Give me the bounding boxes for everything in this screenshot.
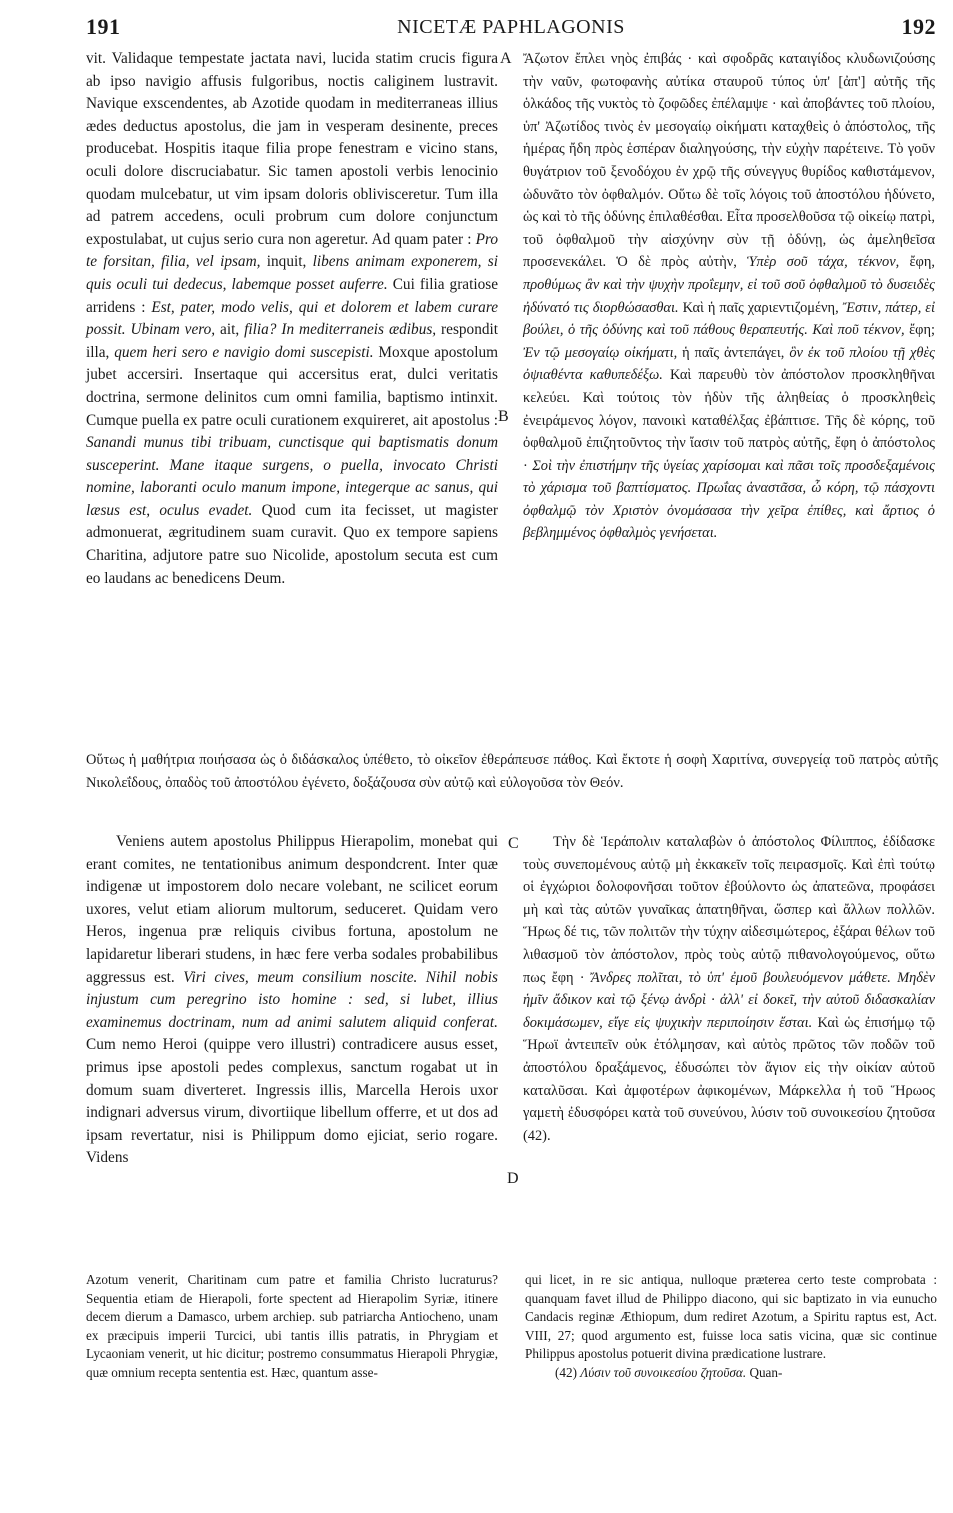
greek-paragraph	[523, 831, 935, 1147]
greek-text: ἔφη,	[899, 254, 935, 271]
margin-letter-b: B	[498, 408, 509, 425]
greek-full-width-continuation	[86, 749, 938, 794]
footnote-text: qui licet, in re sic antiqua, nulloque præterea certo teste comprobata : quanquam favet illud de Philippo diacono, qui sic baptizato in via eunucho Candacis reginæ Æthiopum, dum rediret Azotum, a Spiritu raptus est, Act. VIII, 27; quod argumento est, fuisse loca satis vicina, quæ sic continue Philippus apostolus potuerit divina prædicatione lustrare.	[525, 1272, 937, 1362]
latin-quote: filia? In mediterraneis ædibus,	[244, 321, 437, 339]
greek-text: ἔφη;	[904, 322, 935, 339]
greek-quote: Ἄνδρες πολῖται, τὸ ὑπ' ἐμοῦ βουλευόμενον μάθετε. Μηδὲν ἡμῖν ἄδικον καὶ τῷ ξένῳ ἀνδρὶ · ἀλλ' εἰ δοκεῖ, τὴν αὐτοῦ διδασκαλίαν δοκιμάσωμεν, εἴγε εἰς ψυχικὴν περιποίησιν ἔσται.	[523, 969, 935, 1031]
latin-quote: Sanandi munus tibi tribuam, cunctisque qui baptismatis donum susceperint. Mane itaque surgens, o puella, invocato Christi nomine, laboranti oculo manum impone, integerque ac sanus, qui læsus est, oculus evadet.	[86, 434, 498, 519]
latin-text: Cum nemo Heroi (quippe vero illustri) contradicere ausus esset, primus ipse apostoli pedes complexus, sanctum rogabat ut in domum suam diverteret. Ingressis illis, Marcella Herois uxor indignari adversus virum, divortiique libellum offerre, et ut dos ad ipsam revertatur, nisi is Philippum domo ejiciat, serio rogare. Videns	[86, 1036, 498, 1167]
greek-paragraph	[523, 48, 935, 545]
latin-quote: Viri cives, meum consilium noscite. Nihil nobis injustum cum peregrino isto homine : sed, si lubet, illius examinemus doctrinam, num ad animi salutem aliquid conferat.	[86, 968, 498, 1031]
latin-column-second	[86, 831, 498, 1170]
greek-column-top	[523, 48, 935, 545]
greek-quote: ὃν ἐκ τοῦ πλοίου τῇ χθὲς ὀψιαθέντα καθυπεδέξω.	[523, 344, 935, 384]
latin-text: Moxque apostolum jubet accersiri. Insertaque qui accersitus erat, dulci veritatis doctrina, sermone delinitos cum omni familia, baptismo intinxit. Cumque puella ex patre oculi curationem exquireret, ait apostolus :	[86, 343, 498, 429]
footnote-text: Quan-	[746, 1364, 783, 1380]
latin-quote: libens animam exponerem, si quis oculi tui dedecus, labemque posset auferre.	[86, 253, 498, 293]
latin-text: vit. Validaque tempestate jactata navi, lucida statim crucis figura ab ipso navigio affusis fulgoribus, noctis caliginem lustravit. Navique exscendentes, ab Azotide quodam in mediterraneas illius ædes deductus apostolus, die jam in vesperam desinente, preces producebat. Hospitis itaque filia prope fenestram e vicino stans, oculi dolore discruciabatur. Sic tamen apostoli verbis lenocinio quodam mulcebatur, ut vim ipsam doloris oblivisceretur. Tum illa ad patrem accedens, oculi probrum cum dolore conjunctum expostulabat, ut cujus serio cura non ageretur. Ad quam pater :	[86, 50, 498, 248]
page-header	[86, 14, 936, 44]
running-title: NICETÆ PAPHLAGONIS	[397, 16, 625, 38]
greek-quote: προθύμως ἂν καὶ τὴν ψυχὴν προΐεμην, εἰ τοῦ σοῦ ὀφθαλμοῦ τὸ δυσειδὲς ἠδύνατό τις διορθώσασθαι.	[523, 276, 935, 316]
latin-text: respondit illa,	[86, 321, 498, 361]
latin-paragraph	[86, 48, 498, 590]
page-number-right: 192	[901, 14, 936, 39]
greek-quote: Ἐν τῷ μεσογαίῳ οἰκήματι,	[523, 344, 678, 361]
latin-text: Cui filia gratiose arridens :	[86, 275, 498, 316]
latin-quote: Est, pater, modo velis, qui et dolorem et labem curare possit. Ubinam vero,	[86, 298, 498, 339]
latin-quote: Pro te forsitan, filia, vel ipsam,	[86, 230, 498, 271]
greek-quote: Ἔστιν, πάτερ, εἰ βούλει, ὁ τῆς ὀδύνης καὶ τοῦ πάθους θεραπευτής. Καὶ ποῦ τέκνον,	[523, 299, 935, 339]
greek-quote: Ὑπὲρ σοῦ τάχα, τέκνον,	[747, 254, 900, 271]
latin-text: inquit,	[260, 253, 313, 271]
margin-letter-d: D	[507, 1170, 519, 1187]
footnote-number: (42)	[555, 1364, 581, 1380]
latin-text: Quod cum ita fecisset, ut magister admonuerat, ægritudinem suam curavit. Quo ex tempore sapiens Charitina, adjutore patre suo Nicolide, apostolum secuta est cum eo laudans ac benedicens Deum.	[86, 501, 498, 587]
footnote-column-left	[86, 1271, 498, 1383]
footnote-42	[525, 1364, 937, 1383]
latin-text: ait,	[215, 321, 245, 339]
greek-text: Καὶ ὡς ἐπισήμῳ τῷ Ἥρωϊ ἀντειπεῖν οὐκ ἐτόλμησαν, καὶ αὐτὸς πρῶτος τῶν ποδῶν τοῦ ἀποστόλου δραξάμενος, ἐδυσώπει τὸν ἅγιον εἰς τὴν οἰκίαν αὐτοῦ καταλῦσαι. Καὶ ἀμφοτέρων ἀφικομένων, Μάρκελλα ἡ τοῦ Ἥρωος γαμετὴ ἐδυσφόρει κατὰ τοῦ συνεύνου, λύσιν τοῦ συνοικεσίου ζητοῦσα (42).	[523, 1014, 935, 1144]
latin-column-top	[86, 48, 498, 590]
latin-paragraph	[86, 831, 498, 1170]
latin-text: Veniens autem apostolus Philippus Hierapolim, monebat qui erant comites, ne tentationibus animum despondcrent. Inter quæ indigenæ ut impostorem dolo necare volebant, ne scilicet eorum uxores, velut etiam aliorum multorum, seduceret. Quidam vero Heros, ingenua præ reliquis civibus fortuna, apostolum ne lapidaretur liberari studens, in hæc fere verba sodales probabilibus aggressus est.	[86, 833, 498, 986]
latin-quote: quem heri sero e navigio domi suscepisti.	[114, 343, 374, 361]
greek-text: Τὴν δὲ Ἱεράπολιν καταλαβὼν ὁ ἀπόστολος Φίλιππος, ἐδίδασκε τοὺς συνεπομένους αὐτῷ μὴ ἐκκακεῖν τοῖς πειρασμοῖς. Καὶ ἐπὶ τούτῳ οἱ ἐγχώριοι δολοφονῆσαι τοῦτον ἐβούλοντο ὡς ἀπατεῶνα, προφάσει μὴ καὶ τὰς αὐτῶν γυναῖκας ἀπατηθῆναι, ὥσπερ καὶ ἄλλων πολλῶν. Ἥρως δέ τις, τῶν πολιτῶν τὴν τύχην αἰδεσιμώτερος, ἐξάραι θέλων τοῦ λιθασμοῦ τὸν ἀπόστολον, πρὸς τοὺς αὐτῷ πιθανολογούμενος, οὕτω πως ἔφη ·	[523, 834, 935, 986]
greek-column-second	[523, 831, 935, 1147]
page-number-left: 191	[86, 14, 121, 39]
margin-letter-a: A	[500, 50, 512, 67]
greek-quote: Σοὶ τὴν ἐπιστήμην τῆς ὑγείας χαρίσομαι καὶ πᾶσι τοῖς προσδεξαμένοις τὸ χάρισμα τοῦ βαπτίσματος. Πρωΐας ἀναστᾶσα, ὦ κόρη, τῷ πάσχοντι ὀφθαλμῷ τὸν Χριστὸν ὀνομάσασα τὴν χεῖρα ἐπίθες, καὶ ἄρτιος ὁ βεβλημμένος ὀφθαλμὸς γενήσεται.	[523, 457, 936, 542]
footnote-text: Azotum venerit, Charitinam cum patre et familia Christo lucraturus? Sequentia etiam de Hierapoli, forte spectent ad Hierapolim Syriæ, itinere decem dierum a Damasco, urbem archiep. sub patriarcha Antiocheno, unam ex præcipuis imperii Turcici, ubi tantis illis patratis, in Phrygiam et Lycaoniam venerit, ut hic dicitur; postremo consummatus Hierapoli Phrygiæ, quæ omnium recepta sententia est. Hæc, quantum asse-	[86, 1272, 498, 1380]
greek-paragraph: Οὕτως ἡ μαθήτρια ποιήσασα ὡς ὁ διδάσκαλος ὑπέθετο, τὸ οἰκεῖον ἐθεράπευσε πάθος. Καὶ ἔκτοτε ἡ σοφὴ Χαριτίνα, συνεργείᾳ τοῦ πατρὸς αὐτῆς Νικολεΐδους, ὀπαδὸς τοῦ ἀποστόλου ἐγένετο, δοξάζουσα σὺν αὐτῷ καὶ εὐλογοῦσα τὸν Θεόν.	[86, 752, 938, 791]
footnote-lemma: Λύσιν τοῦ συνοικεσίου ζητοῦσα.	[580, 1364, 747, 1380]
margin-letter-c: C	[508, 835, 519, 852]
greek-text: Καὶ παρευθὺ τὸν ἀπόστολον προσκληθῆναι κελεύει. Καὶ τούτοις τὸν ἡδὺν τῆς ἀληθείας ὁ προσκληθεὶς ἐνειράμενος λόγον, πανοικὶ καταθέλξας ἐβάπτισε. Τῆς δὲ κόρης, τοῦ ὀφθαλμοῦ ἐπιζητοῦντος τὴν ἴασιν τοῦ πατρὸς αὐτῆς, ἔφη ὁ ἀπόστολος ·	[523, 367, 935, 474]
greek-text: ἡ παῖς ἀντεπάγει,	[677, 344, 790, 361]
greek-text: Ἄζωτον ἔπλει νηὸς ἐπιβάς · καὶ σφοδρᾶς καταιγίδος κλυδωνιζούσης τὴν ναῦν, φωτοφανὴς αὐτίκα σταυροῦ τύπος ὑπ' [ἀπ'] αὐτῆς τῆς ὁλκάδος τῆς νυκτὸς τὸ ζοφῶδες ἐπέλαμψε · καὶ ἀποβάντες τοῦ πλοίου, ὑπ' Ἀζωτίδος τινὸς ἐν μεσογαίῳ οἰκήματι καταχθεὶς ὁ ἀπόστολος, τῆς ἡμέρας ἤδη πρὸς ἑσπέραν διαληγούσης, τὴν εὐχὴν παρέτεινε. Τὸ γοῦν θυγάτριον τοῦ ξενοδόχου ἐν χρῷ τῆς σύνεγγυς θυρίδος καθιστάμενον, ὠδυνᾶτο τὸν ὀφθαλμόν. Οὕτω δὲ τοῖς λόγοις τοῦ ἀποστόλου ἡδύνετο, ὡς καὶ τὸ τῆς ὀδύνης ἐπιλαθέσθαι. Εἶτα προσελθοῦσα τῷ οἰκείῳ πατρὶ, τοῦ ὀφθαλμοῦ τὴν αἰσχύνην σὺν τῇ ὀδύνῃ, ὡς ἀμεληθεῖσα προσενεκάλει. Ὁ δὲ πρὸς αὐτὴν,	[523, 51, 935, 271]
greek-text: Καὶ ἡ παῖς χαριεντιζομένη,	[678, 299, 843, 316]
footnote-column-right	[525, 1271, 937, 1383]
